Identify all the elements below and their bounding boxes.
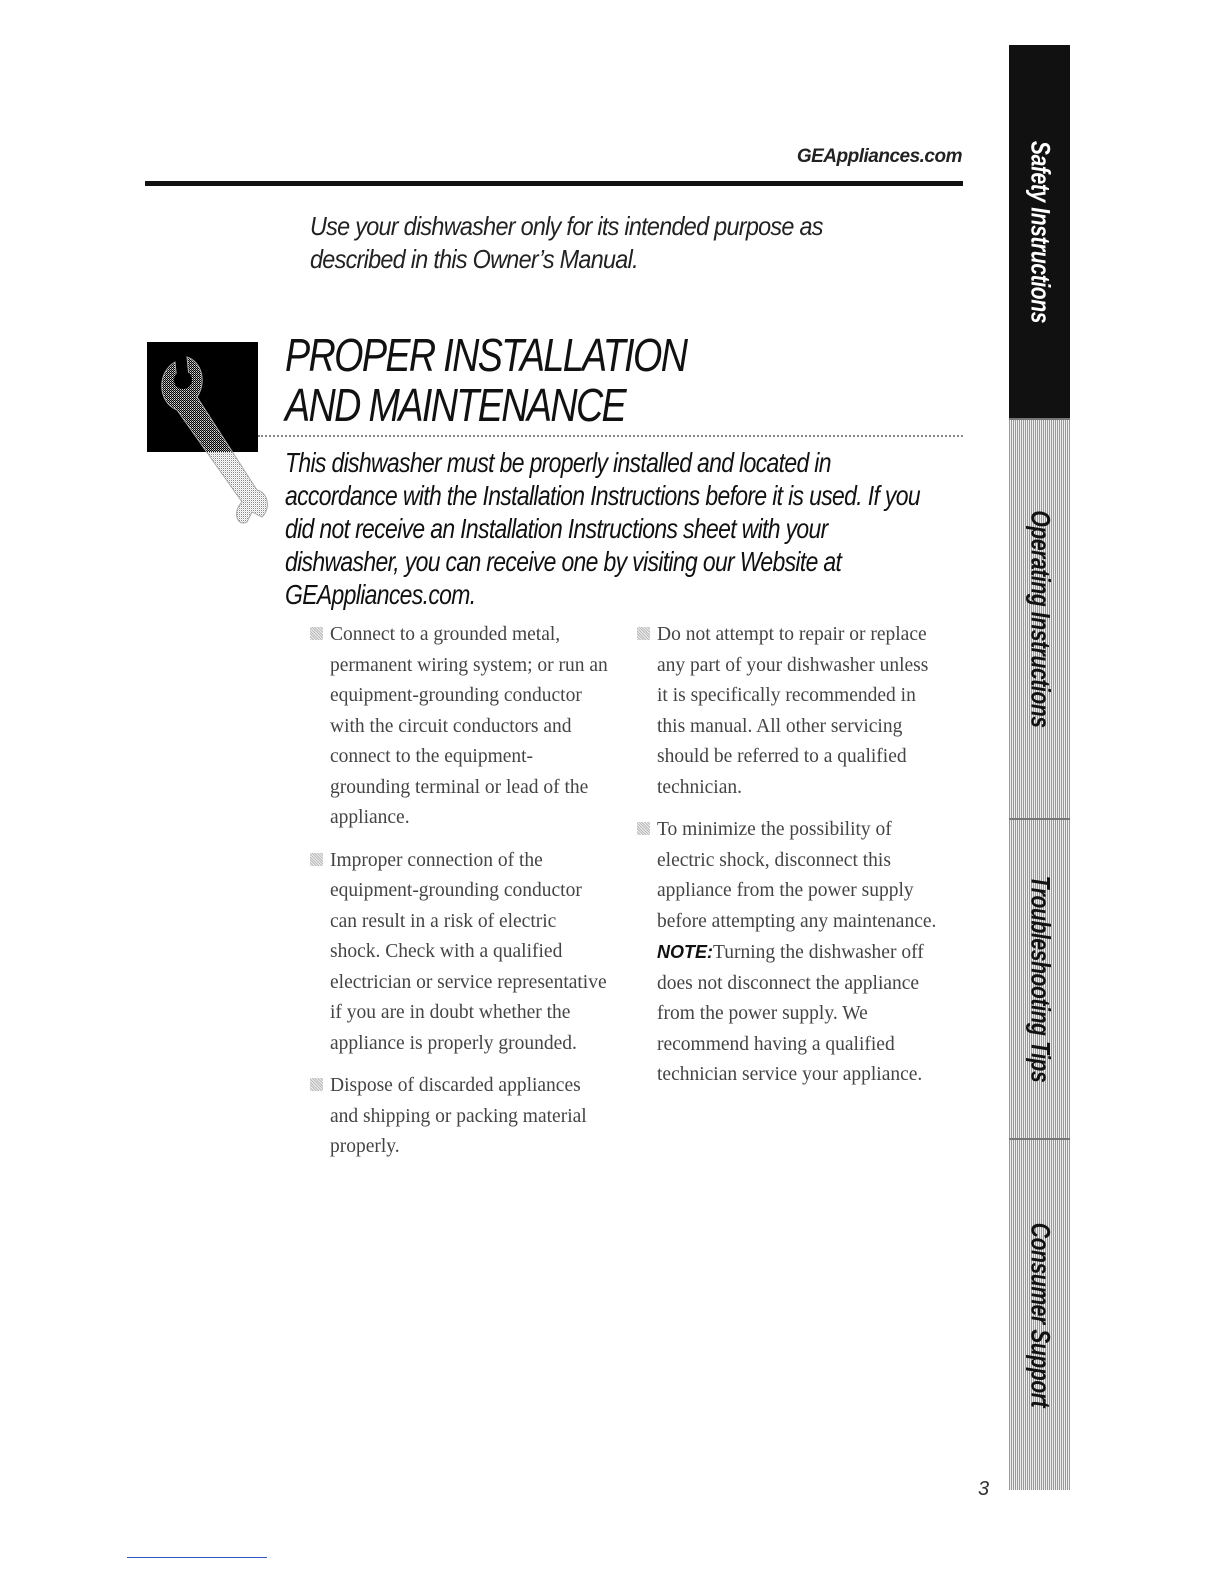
item-text: Turning the dishwasher off does not disconnect the appliance from the power supply. We recommend having a qualified technician service your appliance. — [657, 942, 924, 1085]
tab-label: Troubleshooting Tips — [1025, 875, 1055, 1083]
header-rule — [145, 181, 963, 186]
item-text: Improper connection of the equipment-grounding conductor can result in a risk of electric shock. Check with a qualified electrician or service representative if you are in doubt whether the appliance is properly grounded. — [330, 849, 607, 1054]
tab-label: Operating Instructions — [1025, 510, 1055, 728]
bullet-icon — [637, 627, 650, 640]
tab-label: Consumer Support — [1025, 1222, 1055, 1408]
left-column — [310, 620, 610, 1175]
website-header: GEAppliances.com — [796, 146, 962, 167]
intro-text: Use your dishwasher only for its intended purpose as described in this Owner’s Manual. — [310, 211, 823, 274]
list-item — [310, 846, 610, 1060]
bullet-icon — [637, 822, 650, 835]
section-title — [285, 330, 686, 430]
list-item — [637, 815, 937, 1091]
tab-consumer-support[interactable] — [1009, 1140, 1070, 1490]
tab-operating-instructions[interactable] — [1009, 420, 1070, 820]
item-text: Do not attempt to repair or replace any part of your dishwasher unless it is specifically recommended in this manual. All other servicing should be referred to a qualified technician. — [657, 624, 929, 798]
tab-safety-instructions[interactable] — [1009, 45, 1070, 420]
item-text: To minimize the possibility of electric shock, disconnect this appliance from the power supply before attempting any maintenance. — [657, 819, 937, 932]
title-line-2: AND MAINTENANCE — [285, 379, 626, 431]
item-text: Dispose of discarded appliances and shipping or packing material properly. — [330, 1075, 587, 1157]
page-number: 3 — [978, 1478, 990, 1500]
wrench-icon — [147, 342, 297, 532]
footer-line — [127, 1557, 267, 1558]
bullet-icon — [310, 1078, 323, 1091]
section-tabs — [1009, 45, 1070, 1490]
note-label: NOTE: — [657, 942, 713, 962]
bullet-icon — [310, 853, 323, 866]
bullet-icon — [310, 627, 323, 640]
list-item — [637, 620, 937, 803]
title-divider — [258, 435, 963, 437]
tab-label: Safety Instructions — [1025, 140, 1055, 323]
title-line-1: PROPER INSTALLATION — [285, 329, 687, 381]
list-item — [310, 1071, 610, 1163]
tab-troubleshooting-tips[interactable] — [1009, 820, 1070, 1140]
list-item — [310, 620, 610, 834]
item-text: Connect to a grounded metal, permanent wiring system; or run an equipment-grounding conductor with the circuit conductors and connect to the equipment-grounding terminal or lead of the appliance. — [330, 624, 608, 828]
right-column — [637, 620, 937, 1103]
section-lead: This dishwasher must be properly installed and located in accordance with the Installation Instructions before it is used. If you did not receive an Installation Instructions sheet with your dishwasher, you can receive one by visiting our Website at GEAppliances.com. — [285, 447, 920, 610]
